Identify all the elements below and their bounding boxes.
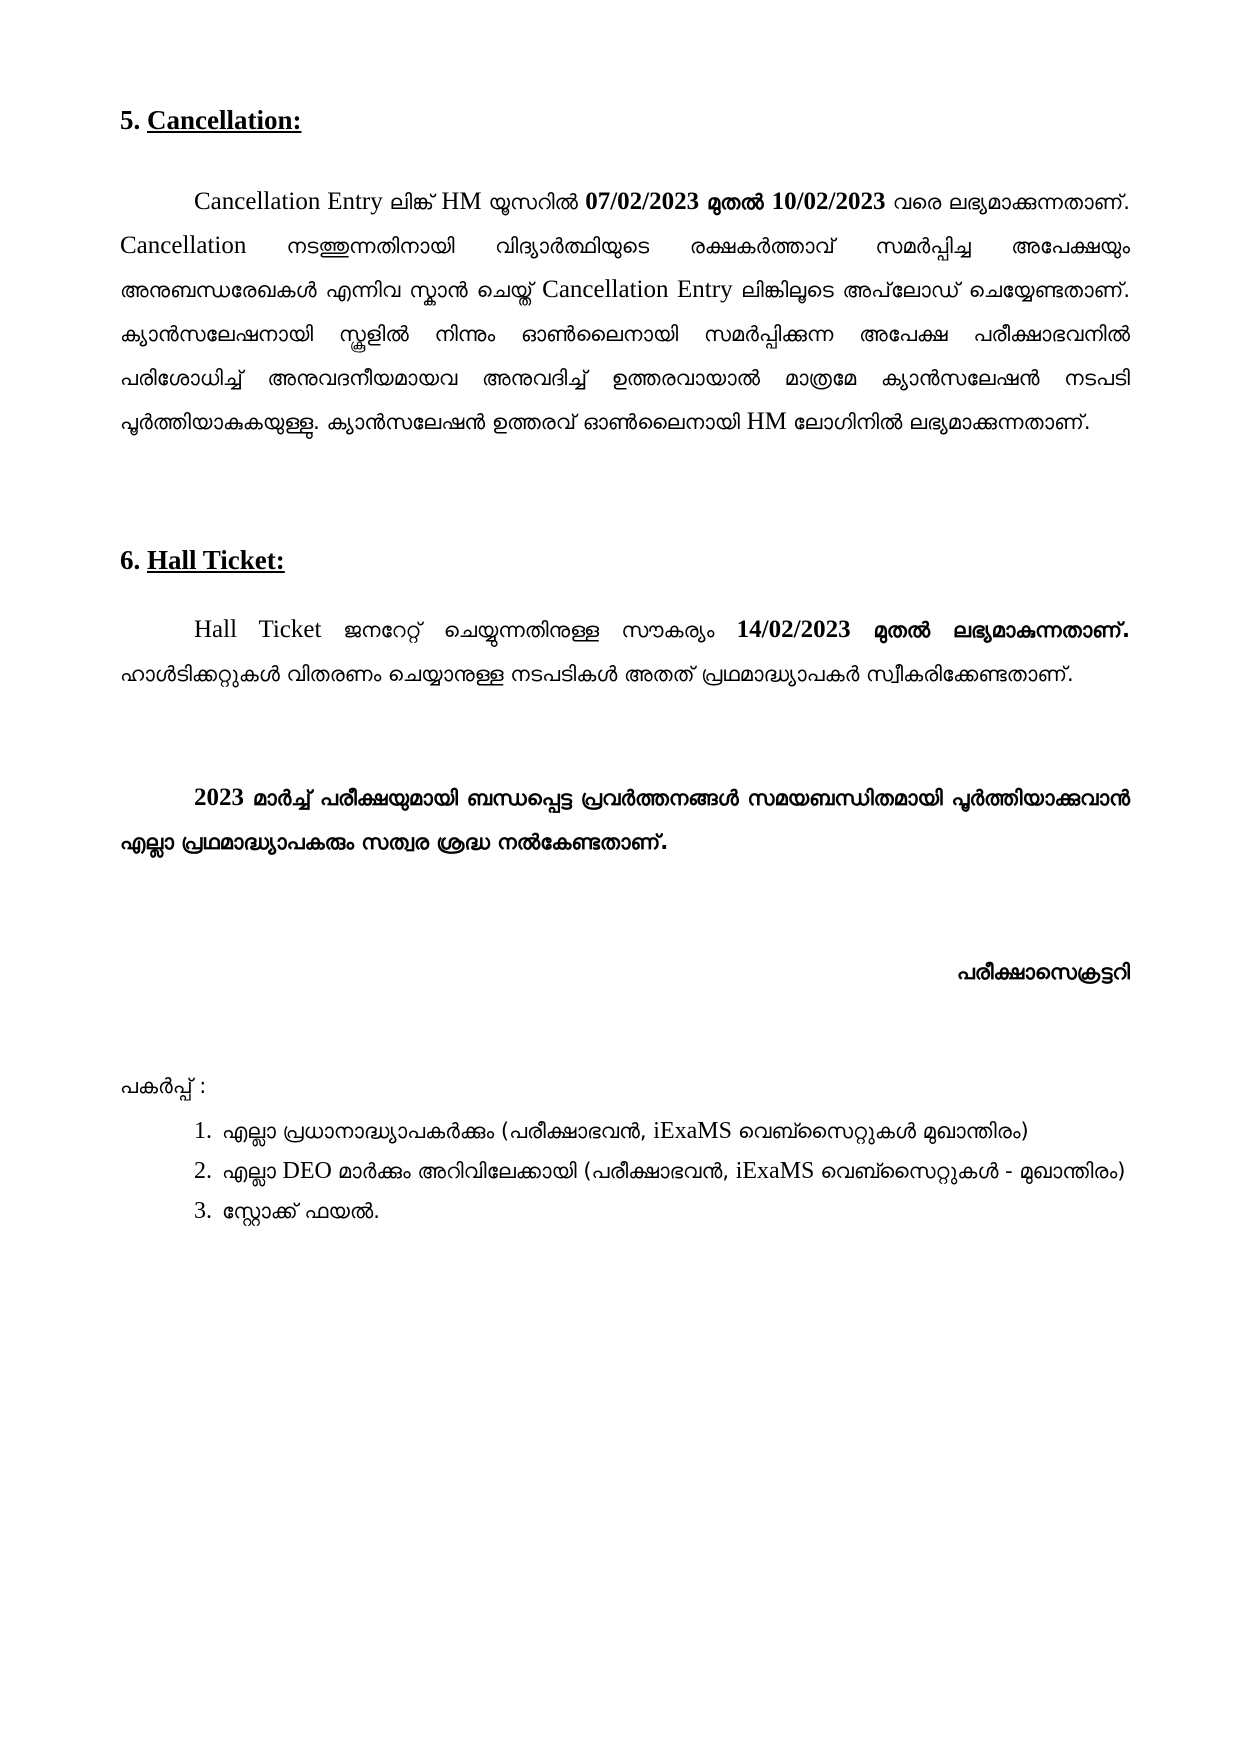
text-run: ലിങ്കിലൂടെ അപ്‌ലോഡ് ചെയ്യേണ്ടതാണ്. ക്യാൻസലേഷനായി സ്കൂളിൽ നിന്നും ഓൺലൈനായി സമർപ്പിക്കുന്ന അപേക്ഷ പരീക്ഷാഭവനിൽ പരിശോധിച്ച് അനുവദനീയമായവ അനുവദിച്ച് ഉത്തരവായാൽ മാത്രമേ ക്യാൻസലേഷൻ നടപടി പൂർത്തിയാകുകയുള്ളു. ക്യാൻസലേഷൻ ഉത്തരവ് ഓൺലൈനായി <box>120 278 1131 434</box>
text-run: മുതൽ ലഭ്യമാകുന്നതാണ്. <box>850 618 1130 642</box>
text-run: എല്ലാ പ്രധാനാദ്ധ്യാപകർക്കും (പരീക്ഷാഭവൻ, <box>222 1119 654 1143</box>
list-number: 1. <box>194 1118 212 1144</box>
document-page <box>120 0 1130 1754</box>
start-date: 07/02/2023 <box>585 188 700 215</box>
text-run: iExaMS <box>653 1118 738 1144</box>
section-number: 6. <box>120 545 141 575</box>
copy-to-label <box>120 1073 206 1100</box>
list-item <box>194 1112 1130 1150</box>
copy-to-label-text: പകർപ്പ് : <box>120 1074 207 1098</box>
text-run: Hall Ticket <box>194 616 344 643</box>
text-run: ജനറേറ്റ് ചെയ്യുന്നതിനുള്ള സൗകര്യം <box>343 618 737 642</box>
list-number: 3. <box>194 1198 212 1224</box>
text-run: Cancellation Entry <box>194 188 390 215</box>
section-title: Cancellation: <box>147 105 302 135</box>
text-run: HM <box>746 408 794 435</box>
text-run: വരെ ലഭ്യമാക്കുന്നതാണ്. <box>885 190 1130 214</box>
text-run: ലിങ്ക് <box>389 190 442 214</box>
list-item <box>194 1152 1130 1190</box>
text-run: വെബ്സൈറ്റുകൾ - മുഖാന്തിരം) <box>820 1159 1126 1183</box>
section-number: 5. <box>120 105 141 135</box>
text-run: മുതൽ <box>699 190 772 214</box>
cancellation-paragraph <box>120 180 1130 444</box>
hall-ticket-date: 14/02/2023 <box>736 616 851 643</box>
text-run: മാർക്കും അറിവിലേക്കായി (പരീക്ഷാഭവൻ, <box>337 1159 736 1183</box>
text-run: സ്റ്റോക്ക് ഫയൽ. <box>222 1199 380 1223</box>
notice-paragraph <box>120 776 1130 864</box>
section-heading-cancellation <box>120 105 302 136</box>
text-run: യൂസറിൽ <box>488 190 586 214</box>
end-date: 10/02/2023 <box>771 188 886 215</box>
text-run: നടത്തുന്നതിനായി വിദ്യാർത്ഥിയുടെ രക്ഷകർത്താവ് സമർപ്പിച്ച അപേക്ഷയും അനുബന്ധരേഖകൾ എന്നിവ സ്കാൻ ചെയ്ത് <box>120 234 1131 302</box>
notice-year: 2023 <box>194 784 244 811</box>
copy-to-list <box>194 1112 1130 1232</box>
section-title: Hall Ticket: <box>147 545 285 575</box>
text-run: വെബ്സൈറ്റുകൾ മുഖാന്തിരം) <box>737 1119 1029 1143</box>
hall-ticket-paragraph <box>120 608 1130 696</box>
list-number: 2. <box>194 1158 212 1184</box>
text-run: DEO <box>282 1158 338 1184</box>
list-item <box>194 1192 1130 1230</box>
text-run: Cancellation <box>120 232 287 259</box>
text-run: എല്ലാ <box>222 1159 283 1183</box>
text-run: ലോഗിനിൽ ലഭ്യമാക്കുന്നതാണ്. <box>793 410 1091 434</box>
section-heading-hall-ticket <box>120 545 285 576</box>
text-run: ഹാൾടിക്കറ്റുകൾ വിതരണം ചെയ്യാനുള്ള നടപടികൾ അതത് പ്രഥമാദ്ധ്യാപകർ സ്വീകരിക്കേണ്ടതാണ്. <box>120 662 1074 686</box>
text-run: iExaMS <box>735 1158 821 1184</box>
text-run: HM <box>441 188 489 215</box>
notice-text: മാർച്ച് പരീക്ഷയുമായി ബന്ധപ്പെട്ട പ്രവർത്തനങ്ങൾ സമയബന്ധിതമായി പൂർത്തിയാക്കുവാൻ എല്ലാ പ്രഥമാദ്ധ്യാപകരും സത്വര ശ്രദ്ധ നൽകേണ്ടതാണ്. <box>120 786 1130 854</box>
text-run: Cancellation Entry <box>542 276 742 303</box>
signature: പരീക്ഷാസെക്രട്ടറി <box>956 960 1130 984</box>
